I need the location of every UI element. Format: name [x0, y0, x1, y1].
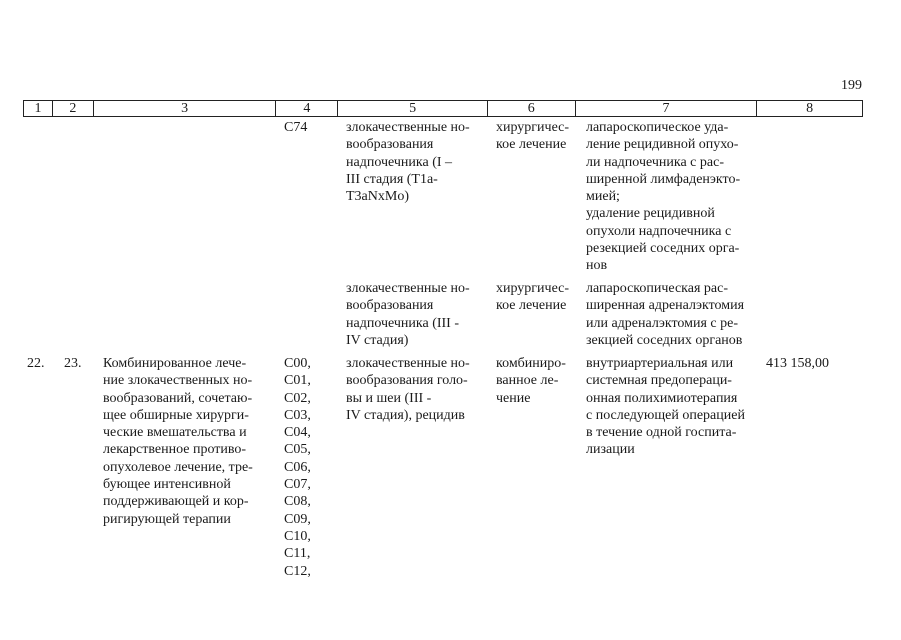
row2-method: лапароскопическая рас- ширенная адреналэктомия или адреналэктомия с ре- зекцией соседних органов: [586, 281, 745, 348]
header-col-5: 5: [338, 101, 488, 116]
page-number: 199: [841, 78, 862, 93]
row1-codes: C74: [284, 120, 308, 135]
row1-method: лапароскопическое уда- ление рецидивной опухо- ли надпочечника с рас- ширенной лимфаденэкто- мией; удаление рецидивной опухоли надпочечника с резекцией соседних орга- нов: [586, 120, 741, 274]
row3-group-number: 23.: [64, 356, 82, 371]
row3-treatment-type: комбиниро- ванное ле- чение: [496, 356, 566, 406]
header-col-7: 7: [576, 101, 758, 116]
header-col-3: 3: [94, 101, 277, 116]
row3-diagnosis: злокачественные но- вообразования голо- вы и шеи (III - IV стадия), рецидив: [346, 356, 470, 423]
row2-diagnosis: злокачественные но- вообразования надпочечника (III - IV стадия): [346, 281, 470, 348]
table-header: [23, 100, 863, 117]
header-col-1: 1: [24, 101, 53, 116]
header-col-4: 4: [276, 101, 338, 116]
row1-diagnosis: злокачественные но- вообразования надпочечника (I – III стадия (T1a- T3aNxMo): [346, 120, 470, 205]
row3-number: 22.: [27, 356, 45, 371]
header-col-8: 8: [806, 101, 814, 116]
row3-care-type: Комбинированное лече- ние злокачественных но- вообразований, сочетаю- щее обширные хирурги- ческие вмешательства и лекарственное противо- опухолевое лечение, тре- бующее интенсивной поддерживающей и кор- ригирующей терапии: [103, 356, 253, 527]
row1-treatment-type: хирургичес- кое лечение: [496, 120, 570, 153]
row3-cost: 413 158,00: [766, 356, 829, 371]
row2-treatment-type: хирургичес- кое лечение: [496, 281, 570, 314]
row3-codes: C00, C01, C02, C03, C04, C05, C06, C07, C08, C09, C10, C11, C12,: [284, 356, 311, 579]
header-col-2: 2: [53, 101, 94, 116]
row3-method: внутриартериальная или системная предопераци- онная полихимиотерапия с последующей операцией в течение одной госпита- лизации: [586, 356, 745, 458]
header-col-6: 6: [488, 101, 576, 116]
